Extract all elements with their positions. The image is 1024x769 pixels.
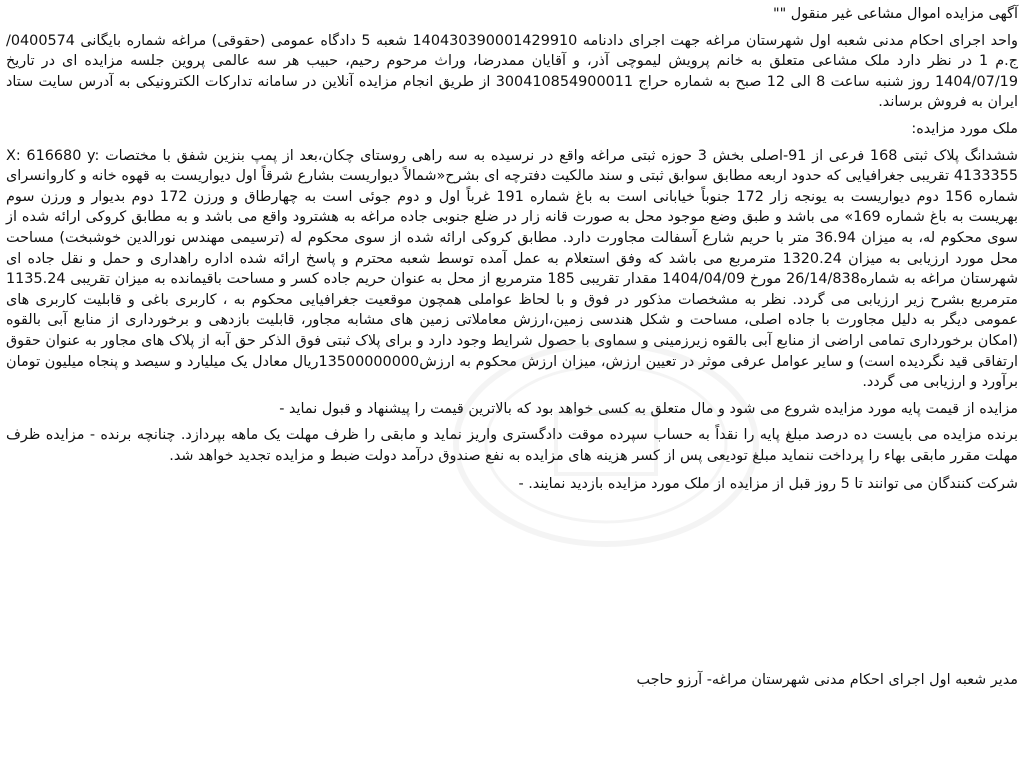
notice-intro: واحد اجرای احکام مدنی شعبه اول شهرستان مراغه جهت اجرای دادنامه 140430390001429910 شعبه 5 دادگاه عمومی (حقوقی) مراغه شماره بایگانی 0400574/ج.م 1 در نظر دارد ملک مشاعی متعلق به خانم پرویش لیموچی آذر، و آقایان ممدرضا، وراث مرحوم رحیم، حبیب هر سه عالمی پروین جلسه مزایده ای در تاریخ 1404/07/19 روز شنبه ساعت 8 الی 12 صبح به شماره حراج 300410854900011 از طریق انجام مزایده آنلاین در سامانه تدارکات الکترونیکی به آدرس سایت ستاد ایران به فروش برساند. xyxy=(6,32,1018,111)
property-description: ششدانگ پلاک ثبتی 168 فرعی از 91-اصلی بخش 3 حوزه ثبتی مراغه واقع در نرسیده به سه راهی روستای چکان،بعد از پمپ بنزین شفق با مختصات X: 616680 y: 4133355 تقریبی جغرافیایی که حدود اربعه مطابق سوابق ثبتی و سند مالکیت دفترچه ای بشرح«شمالاً دیواریست بشارع شرقاً اول دیواریست به قهوه خانه و کاروانسرای شماره 156 دوم دیواریست به یونجه زار 172 جنوباً خیابانی است به باغ شماره 191 غرباً اول و دوم جوئی است به چهارطاق و ورزن 172 دوم بدیوار و ورزن سوم بهریست به باغ شماره 169» می باشد و طبق وضع موجود محل به صورت قانه زار در ضلع جنوبی جاده مراغه به هشترود واقع می باشد و به مطابق کروکی ارائه شده از سوی محکوم له، به میزان 36.94 متر با حریم شارع آسفالت مجاورت دارد. مطابق کروکی ارائه شده از سوی محکوم له (ترسیمی مهندس نورالدین خوشبخت) مساحت محل مورد ارزیابی به میزان 1320.24 مترمربع می باشد که وفق استعلام به عمل آمده توسط شعبه محترم و پاسخ ارائه شده اداره راهداری و حمل و نقل جاده ای شهرستان مراغه به شماره26/14/838 مورخ 1404/04/09 مقدار تقریبی 185 مترمربع از محل به عنوان حریم جاده کسر و مساحت باقیمانده به میزان تقریبی 1135.24 مترمربع بشرح زیر ارزیابی می گردد. نظر به مشخصات مذکور در فوق و با لحاظ عواملی همچون موقعیت جغرافیایی محکوم به ، کاربری باغی و قابلیت کاربری های عمومی دیگر به دلیل مجاورت با جاده اصلی، مساحت و شکل هندسی زمین،ارزش معاملاتی زمین های مشابه مجاور، قابلیت بازدهی و برخورداری از منابع آبی بالقوه (امکان برخورداری تمامی اراضی از منابع آبی بالقوه زیرزمینی و سماوی با حصول شرایط وجود دارد و برای پلاک ثبتی فوق الذکر حق آبه از پلاک های مجاور به عنوان حقوق ارتفاقی قید نگردیده است) و سایر عوامل عرفی موثر در تعیین ارزش، میزان ارزش محکوم به ارزش13500000000ریال معادل یک میلیارد و سیصد و پنجاه میلیون تومان برآورد و ارزیابی می گردد. xyxy=(6,147,1019,391)
auction-clause-start-price: مزایده از قیمت پایه مورد مزایده شروع می شود و مال متعلق به کسی خواهد بود که بالاترین قیمت را پیشنهاد و قبول نماید - xyxy=(279,400,1018,417)
property-heading: ملک مورد مزایده: xyxy=(911,120,1018,137)
signature-line: مدیر شعبه اول اجرای احکام مدنی شهرستان مراغه- آرزو حاجب xyxy=(636,672,1018,688)
auction-notice-document xyxy=(6,4,1018,765)
auction-clause-payment: برنده مزایده می بایست ده درصد مبلغ پایه را نقداً به حساب سپرده موقت دادگستری واریز نماید و مابقی را ظرف مهلت یک ماهه بپردازد. چنانچه برنده - مزایده ظرف مهلت مقرر مابقی بهاء را پرداخت ننماید مبلغ تودیعی پس از کسر هزینه های مزایده به نفع صندوق درآمد دولت ضبط و مزایده تجدید خواهد شد. xyxy=(6,427,1018,464)
notice-title: آگهی مزایده اموال مشاعی غیر منقول "" xyxy=(772,6,1018,22)
auction-clause-visit: شرکت کنندگان می توانند تا 5 روز قبل از مزایده از ملک مورد مزایده بازدید نمایند. - xyxy=(518,476,1018,493)
